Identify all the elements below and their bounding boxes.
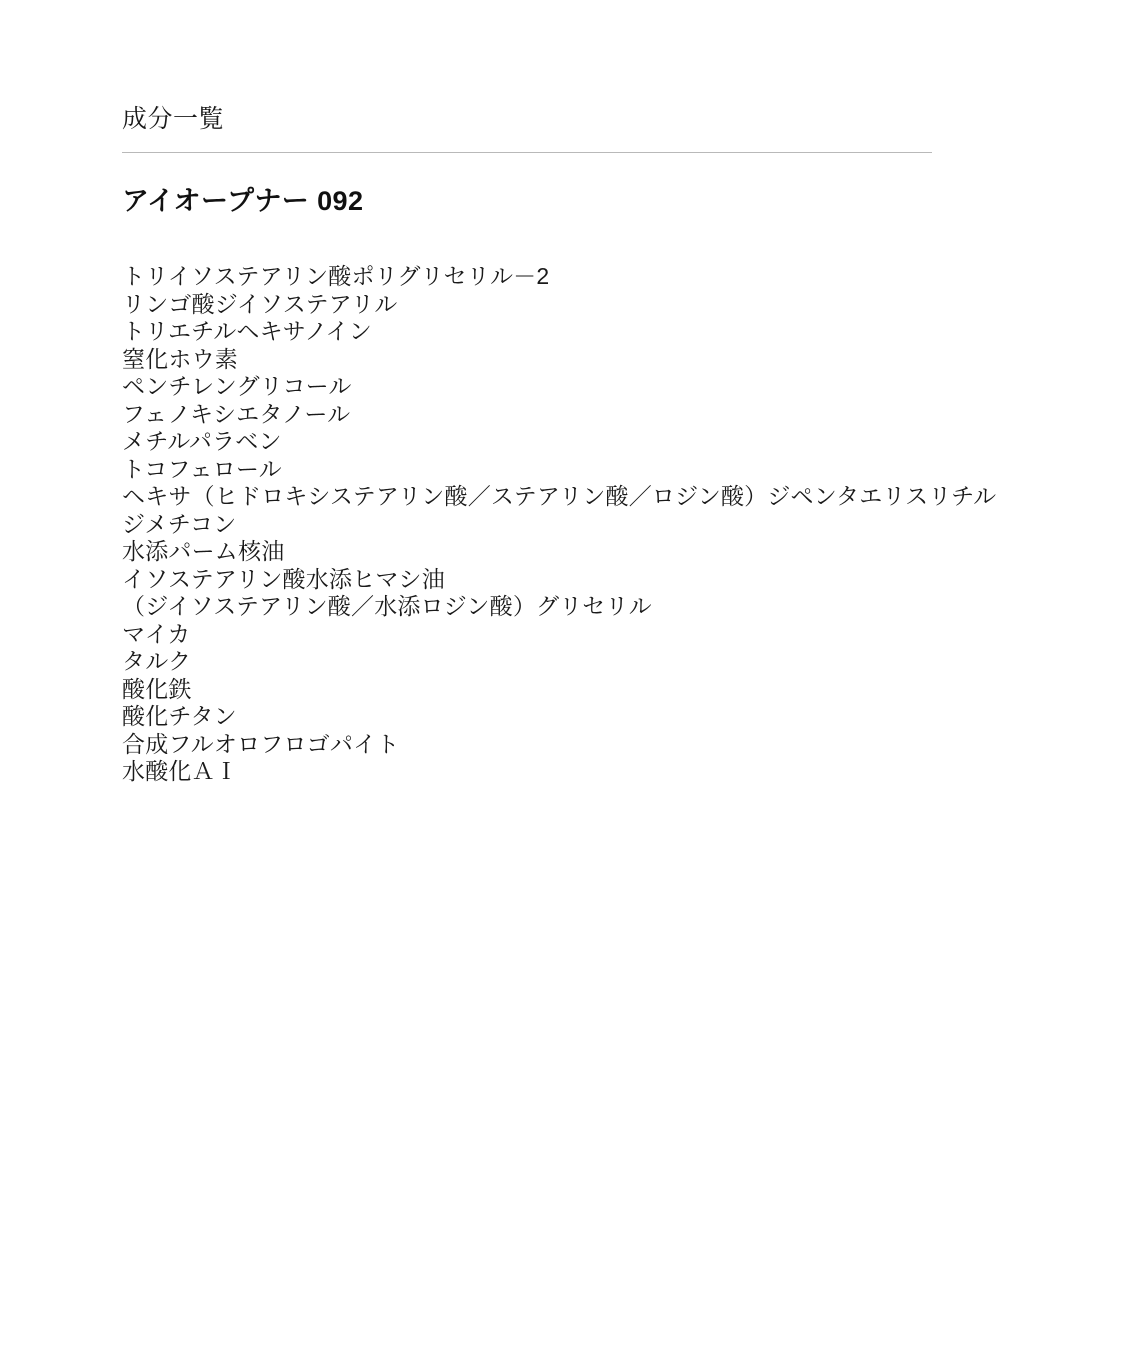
page-title: 成分一覧 [122,105,225,133]
list-item: フェノキシエタノール [122,400,351,427]
list-item: 酸化チタン [122,703,237,730]
list-item: トリイソステアリン酸ポリグリセリル－2 [122,263,550,290]
list-item: 合成フルオロフロゴパイト [122,730,400,757]
list-item: 水酸化ＡＩ [122,758,238,785]
list-item: トコフェロール [122,455,282,482]
list-item: ペンチレングリコール [122,373,352,400]
list-item: ヘキサ（ヒドロキシステアリン酸／ステアリン酸／ロジン酸）ジペンタエリスリチル [122,483,997,510]
list-item: マイカ [122,620,191,647]
product-name-heading: アイオープナー 092 [122,186,364,216]
list-item: 窒化ホウ素 [122,345,238,372]
list-item: （ジイソステアリン酸／水添ロジン酸）グリセリル [122,593,652,620]
list-item: ジメチコン [122,510,237,537]
ingredient-list [122,263,1003,786]
list-item: イソステアリン酸水添ヒマシ油 [122,565,445,592]
list-item: 酸化鉄 [122,675,192,702]
list-item: タルク [122,648,192,675]
list-item: リンゴ酸ジイソステアリル [122,290,398,317]
list-item: 水添パーム核油 [122,538,285,565]
header-divider [122,152,932,153]
list-item: トリエチルヘキサノイン [122,318,372,345]
list-item: メチルパラベン [122,428,282,455]
